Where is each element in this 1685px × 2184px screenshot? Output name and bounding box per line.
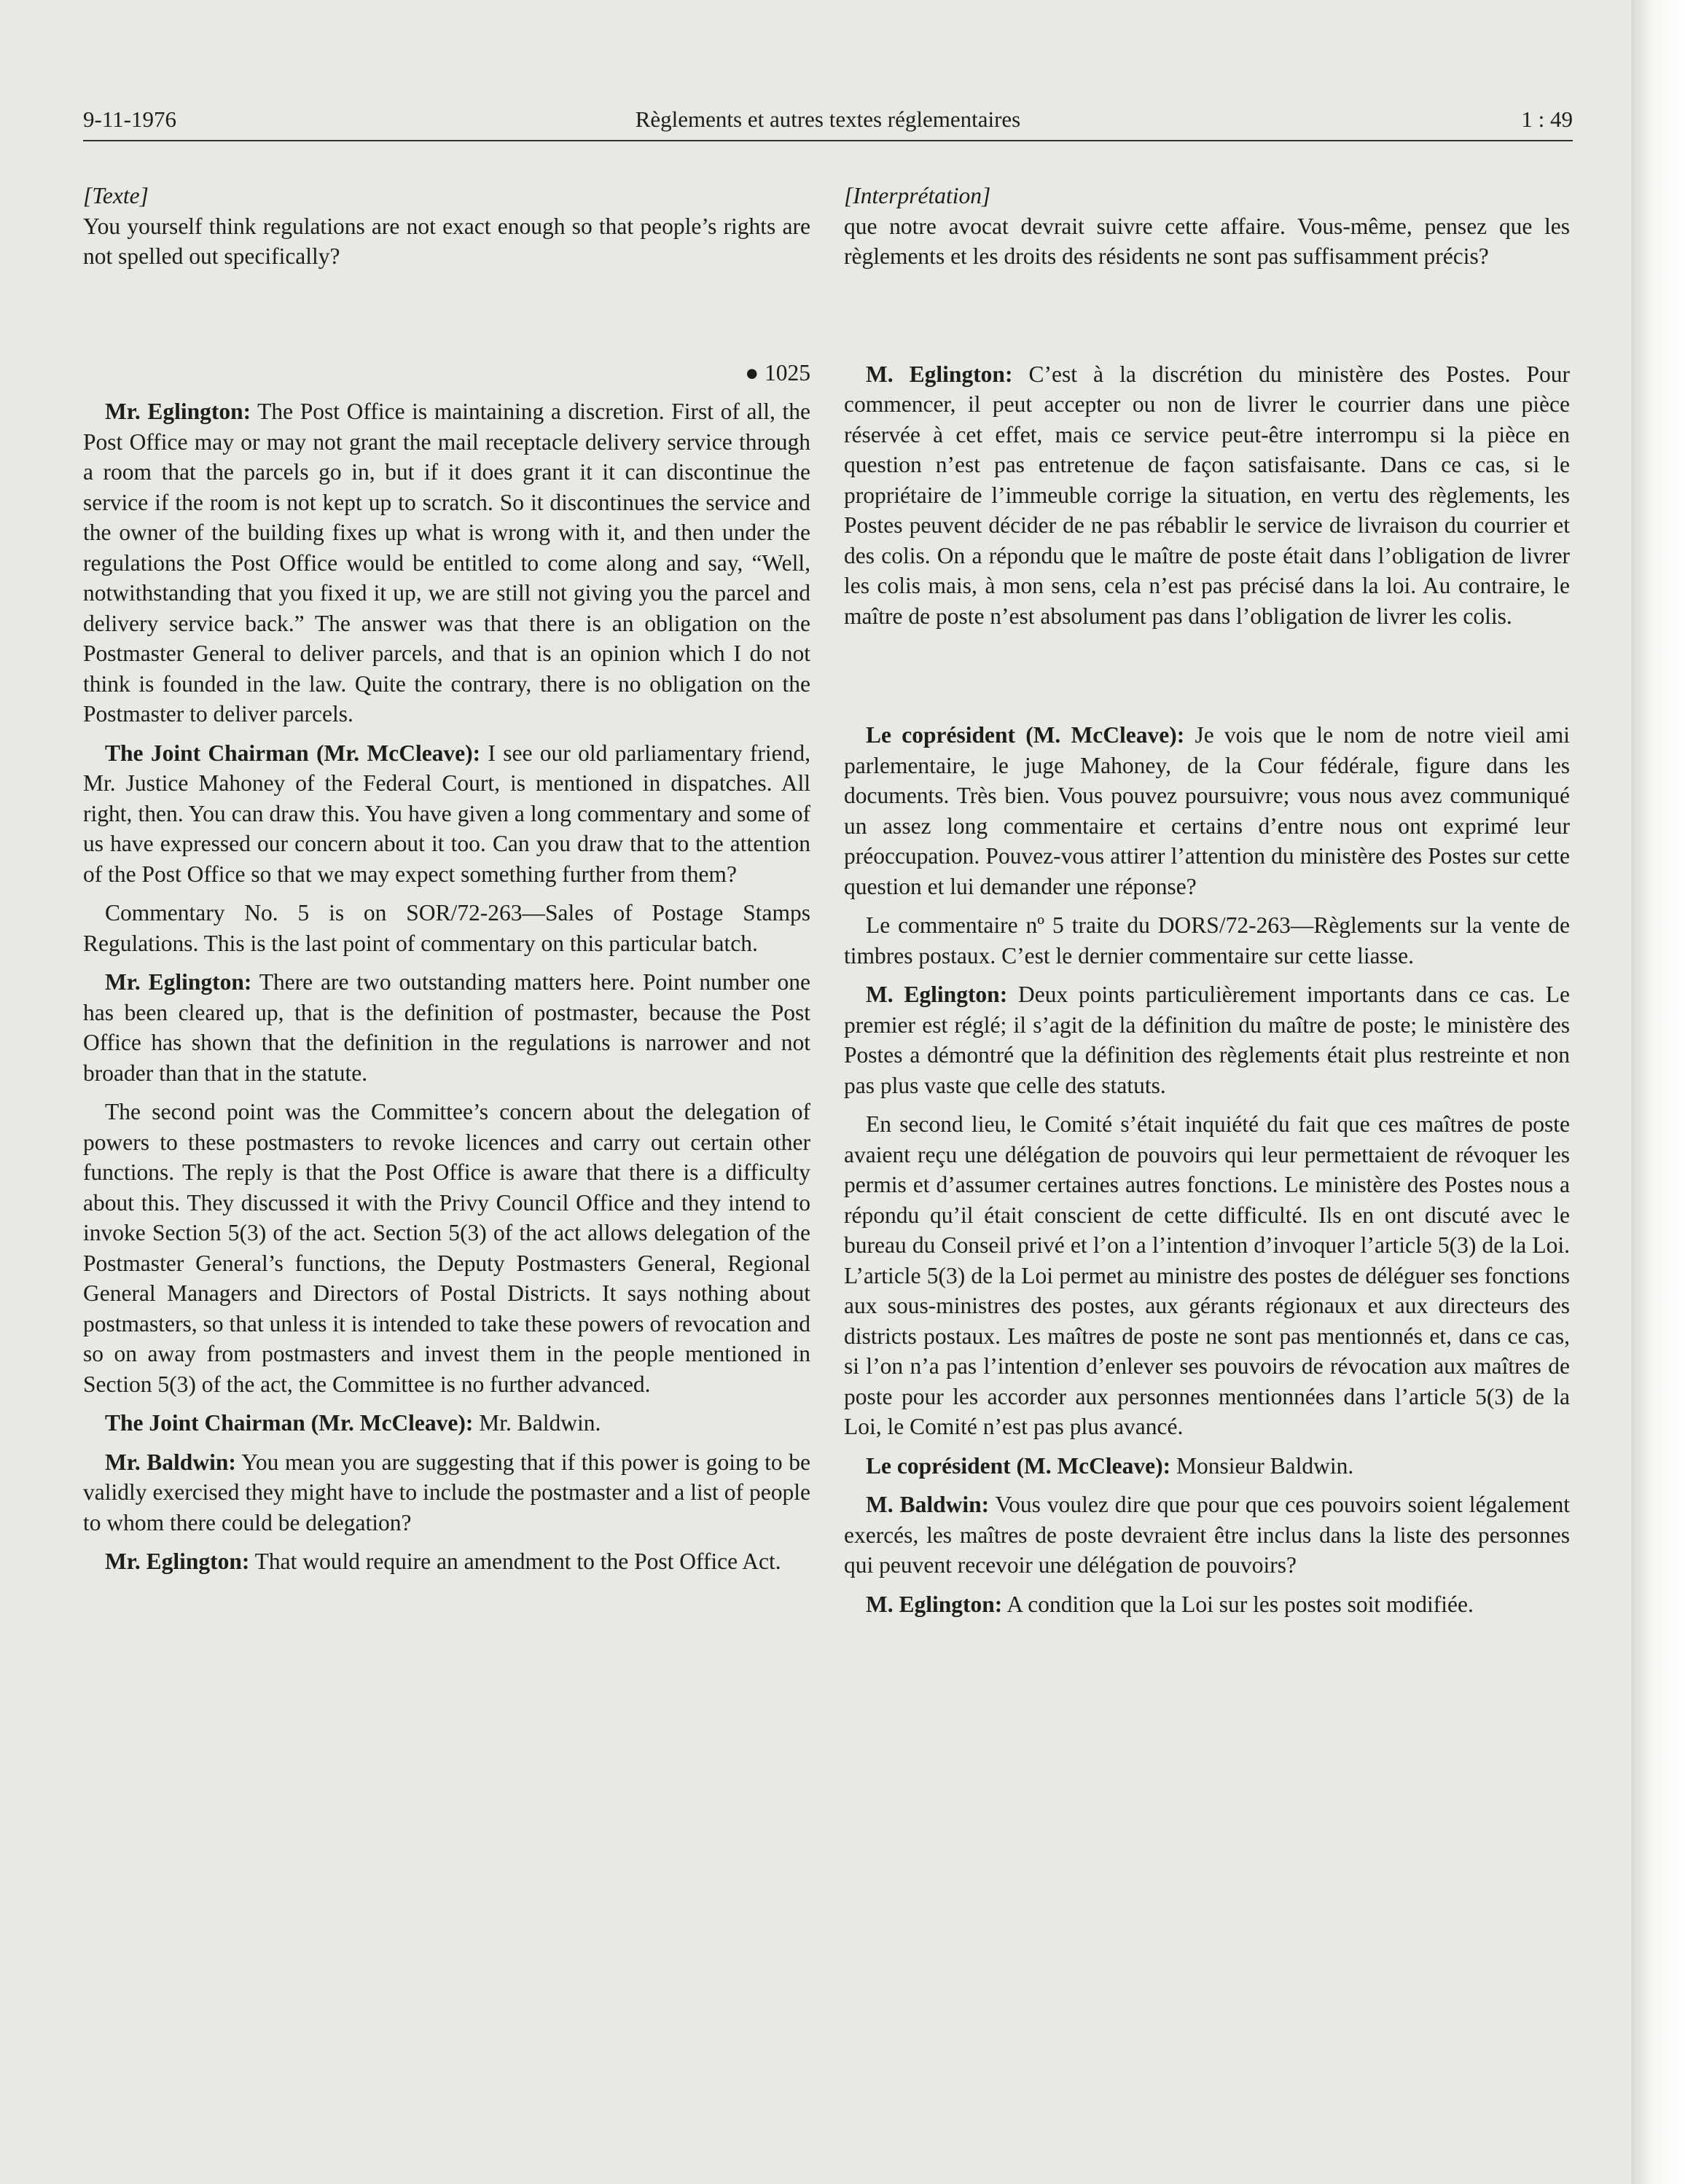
- speech-text: Mr. Baldwin.: [473, 1410, 601, 1436]
- paragraph: [844, 1589, 1570, 1620]
- speaker-name: M. Eglington:: [866, 361, 1013, 387]
- page-header: [83, 102, 1573, 141]
- speaker-name: Mr. Eglington:: [105, 1549, 250, 1574]
- speaker-name: M. Eglington:: [866, 982, 1008, 1007]
- speaker-name: Le coprésident (M. McCleave):: [866, 1452, 1171, 1479]
- paragraph: Commentary No. 5 is on SOR/72-263—Sales of Postage Stamps Regulations. This is the last point of commentary on this particular batch.: [83, 900, 810, 956]
- time-reference: ● 1025: [745, 359, 810, 385]
- english-column: [83, 181, 810, 1586]
- speech-text: That would require an amendment to the Post Office Act.: [249, 1549, 781, 1574]
- french-column: [844, 181, 1570, 1628]
- paragraph: [83, 396, 810, 729]
- paragraph: The second point was the Committee’s concern about the delegation of powers to these postmasters to revoke licences and carry out certain other functions. The reply is that the Post Office is aware that there is a difficulty about this. They discussed it with the Privy Council Office and they intend to invoke Section 5(3) of the act. Section 5(3) of the act allows delegation of the Postmaster General’s functions, the Deputy Postmasters General, Regional General Managers and Directors of Postal Districts. It says nothing about postmasters, so that unless it is intended to take these powers of revocation and so on away from postmasters and invest them in the people mentioned in Section 5(3) of the act, the Committee is no further advanced.: [83, 1099, 810, 1397]
- spacer: [844, 281, 1570, 359]
- paragraph: [844, 1490, 1570, 1581]
- paragraph: [844, 359, 1570, 632]
- paragraph: [83, 1546, 810, 1577]
- paragraph: You yourself think regulations are not exact enough so that people’s rights are not spelled out specifically?: [83, 213, 810, 269]
- paragraph: [83, 967, 810, 1088]
- speaker-name: Mr. Eglington:: [105, 399, 251, 424]
- speech-text: You mean you are suggesting that if this power is going to be validly exercised they might have to include the postmaster and a list of people to whom there could be delegation?: [83, 1449, 810, 1535]
- speech-text: The Post Office is maintaining a discretion. First of all, the Post Office may or may not grant the mail receptacle delivery service through a room that the parcels go in, but if it does grant it it can discontinue the service if the room is not kept up to scratch. So it discontinues the service and the owner of the building fixes up what is wrong with it, and then under the regulations the Post Office would be entitled to come along and say, “Well, notwithstanding that you fixed it up, we are still not giving you the parcel and delivery service back.” The answer was that there is an obligation on the Postmaster General to deliver parcels, and that is an opinion which I do not think is founded in the law. Quite the contrary, there is no obligation on the Postmaster to deliver parcels.: [83, 399, 810, 727]
- speech-text: There are two outstanding matters here. Point number one has been cleared up, that is the definition of postmaster, because the Post Office has shown that the definition in the regulations is narrower and not broader than that in the statute.: [83, 969, 810, 1086]
- speaker-name: M. Baldwin:: [866, 1492, 990, 1517]
- page-edge: [1631, 0, 1685, 2184]
- speech-text: A condition que la Loi sur les postes soit modifiée.: [1002, 1591, 1474, 1617]
- section-label-interpretation: [Interprétation]: [844, 183, 991, 208]
- paragraph: [844, 979, 1570, 1100]
- paragraph: [83, 738, 810, 890]
- section-label-texte: [Texte]: [83, 183, 149, 208]
- paragraph: que notre avocat devrait suivre cette affaire. Vous-même, pensez que les règlements et les droits des résidents ne sont pas suffisamment précis?: [844, 213, 1570, 269]
- header-date: 9-11-1976: [83, 106, 176, 132]
- speech-text: Monsieur Baldwin.: [1170, 1452, 1354, 1479]
- paragraph: [844, 720, 1570, 901]
- header-title: Règlements et autres textes réglementaires: [635, 106, 1021, 132]
- paragraph: En second lieu, le Comité s’était inquiété du fait que ces maîtres de poste avaient reçu une délégation de pouvoirs qui leur permettaient de révoquer les permis et d’assumer certaines autres fonctions. Le ministère des Postes nous a répondu qu’il était conscient de cette difficulté. Ils en ont discuté avec le bureau du Conseil privé et l’on a l’intention d’invoquer l’article 5(3) de la Loi. L’article 5(3) de la Loi permet au ministre des postes de déléguer ses fonctions aux sous-ministres des postes, aux gérants régionaux et aux directeurs des districts postaux. Les maîtres de poste ne sont pas mentionnés et, dans ce cas, si l’on n’a pas l’intention d’enlever ses pouvoirs de révocation aux maîtres de poste pour les accorder aux personnes mentionnées dans l’article 5(3) de la Loi, le Comité n’est pas plus avancé.: [844, 1111, 1570, 1439]
- speech-text: C’est à la discrétion du ministère des Postes. Pour commencer, il peut accepter ou non de livrer le courrier dans une pièce réservée à cet effet, mais ce service peut-être interrompu si la pièce en question n’est pas entretenue de façon satisfaisante. Dans ce cas, si le propriétaire de l’immeuble corrige la situation, en vertu des règlements, les Postes peuvent décider de ne pas rébablir le service de livraison du courrier et des colis. On a répondu que le maître de poste était dans l’obligation de livrer les colis mais, à mon sens, cela n’est pas précisé dans la loi. Au contraire, le maître de poste n’est absolument pas dans l’obligation de livrer les colis.: [844, 361, 1571, 629]
- speech-text: Vous voulez dire que pour que ces pouvoirs soient légalement exercés, les maîtres de poste devraient être inclus dans la liste des personnes qui peuvent recevoir une délégation de pouvoirs?: [844, 1492, 1570, 1578]
- spacer: [83, 281, 810, 358]
- spacer: [844, 640, 1570, 720]
- speaker-name: Mr. Baldwin:: [105, 1449, 236, 1475]
- header-page-number: 1 : 49: [1521, 106, 1573, 132]
- speaker-name: Mr. Eglington:: [105, 969, 252, 995]
- paragraph: [83, 1408, 810, 1439]
- speech-text: I see our old parliamentary friend, Mr. Justice Mahoney of the Federal Court, is mentioned in dispatches. All right, then. You can draw this. You have given a long commentary and some of us have expressed our concern about it too. Can you draw that to the attention of the Post Office so that we may expect something further from them?: [83, 740, 810, 887]
- speaker-name: The Joint Chairman (Mr. McCleave):: [105, 1410, 474, 1436]
- speech-text: Deux points particulièrement importants dans ce cas. Le premier est réglé; il s’agit de la définition du maître de poste; le ministère des Postes a démontré que la définition des règlements était plus restreinte et non pas plus vaste que celle des statuts.: [844, 982, 1570, 1098]
- speaker-name: The Joint Chairman (Mr. McCleave):: [105, 740, 481, 766]
- speech-text: Je vois que le nom de notre vieil ami parlementaire, le juge Mahoney, de la Cour fédérale, figure dans les documents. Très bien. Vous pouvez poursuivre; vous nous avez communiqué un assez long commentaire et certains d’entre nous ont exprimé leur préoccupation. Pouvez-vous attirer l’attention du ministère des Postes sur cette question et lui demander une réponse?: [844, 722, 1570, 899]
- speaker-name: M. Eglington:: [866, 1591, 1003, 1617]
- speaker-name: Le coprésident (M. McCleave):: [866, 722, 1185, 748]
- paragraph: [844, 1451, 1570, 1482]
- paragraph: Le commentaire nº 5 traite du DORS/72-263—Règlements sur la vente de timbres postaux. C’est le dernier commentaire sur cette liasse.: [844, 912, 1570, 968]
- paragraph: [83, 1447, 810, 1538]
